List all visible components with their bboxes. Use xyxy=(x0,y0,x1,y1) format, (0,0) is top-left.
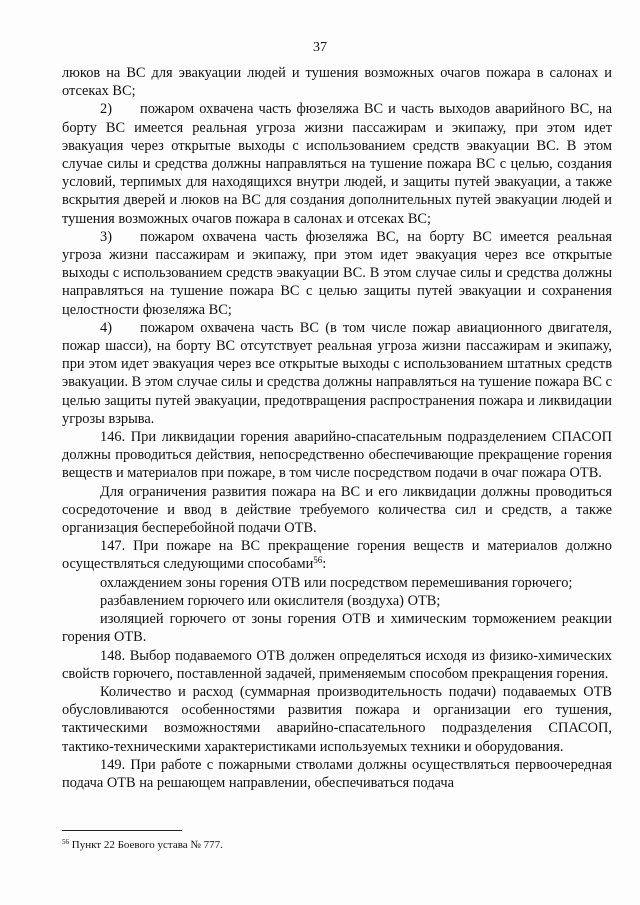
paragraph-text: пожаром охвачена часть фюзеляжа ВС, на борту ВС имеется реальная угроза жизни пассажирам и экипажу, при этом идет эвакуация через все открытые выходы с использованием средств эвакуации ВС. В этом случае силы и средства должны направляться на тушение пожара ВС с целью защиты путей эвакуации и сохранения целостности фюзеляжа ВС; xyxy=(62,228,612,318)
document-body xyxy=(62,64,612,792)
paragraph xyxy=(62,319,612,428)
footnote xyxy=(62,838,223,852)
paragraph xyxy=(62,428,612,483)
paragraph xyxy=(62,64,612,100)
paragraph-text: 148. Выбор подаваемого ОТВ должен определяться исходя из физико-химических свойств горючего, поставленной задачей, применяемым способом прекращения горения. xyxy=(62,647,612,682)
list-item-number: 3) xyxy=(100,228,112,245)
footnote-text: Пункт 22 Боевого устава № 777. xyxy=(69,839,223,851)
paragraph xyxy=(62,483,612,538)
paragraph xyxy=(62,537,612,573)
paragraph-text: Количество и расход (суммарная производительность подачи) подаваемых ОТВ обусловливаются особенностями развития пожара и организации его тушения, тактическими возможностями аварийно-спасательного подразделения СПАСОП, тактико-техническими характеристиками используемых техники и оборудования. xyxy=(62,683,612,755)
footnote-reference: 56 xyxy=(313,555,323,566)
paragraph xyxy=(62,683,612,756)
paragraph-text: пожаром охвачена часть фюзеляжа ВС и часть выходов аварийного ВС, на борту ВС имеется реальная угроза жизни пассажирам и экипажу, при этом идет эвакуация через открытые выходы с использованием средств эвакуации ВС. В этом случае силы и средства должны направляться на тушение пожара ВС с целью, создания условий, терпимых для находящихся внутри людей, и защиты путей эвакуации, а также вскрытия дверей и люков на ВС для создания дополнительных путей эвакуации людей и тушения возможных очагов пожара в салонах и отсеках ВС; xyxy=(62,101,612,227)
list-item-number: 4) xyxy=(100,319,112,336)
paragraph xyxy=(62,574,612,592)
paragraph-text: 147. При пожаре на ВС прекращение горения веществ и материалов должно осуществляться следующими способами xyxy=(62,538,612,573)
paragraph-text-suffix: : xyxy=(322,556,327,573)
paragraph-text: изоляцией горючего от зоны горения ОТВ и химическим торможением реакции горения ОТВ. xyxy=(62,611,612,646)
footnote-separator xyxy=(62,830,182,831)
paragraph-text: люков на ВС для эвакуации людей и тушения возможных очагов пожара в салонах и отсеках ВС; xyxy=(62,65,612,100)
paragraph xyxy=(62,228,612,319)
paragraph xyxy=(62,647,612,683)
paragraph-text: разбавлением горючего или окислителя (воздуха) ОТВ; xyxy=(100,592,441,609)
paragraph xyxy=(62,756,612,792)
paragraph-text: пожаром охвачена часть ВС (в том числе пожар авиационного двигателя, пожар шасси), на борту ВС отсутствует реальная угроза жизни пассажирам и экипажу, при этом идет эвакуация через все открытые выходы с использованием штатных средств эвакуации. В этом случае силы и средства должны направляться на тушение пожара ВС с целью защиты путей эвакуации, предотвращения распространения пожара и ликвидации угрозы взрыва. xyxy=(62,319,612,427)
paragraph-text: 149. При работе с пожарными стволами должны осуществляться первоочередная подача ОТВ на решающем направлении, обеспечиваться подача xyxy=(62,756,612,791)
paragraph-text: охлаждением зоны горения ОТВ или посредством перемешивания горючего; xyxy=(100,574,573,591)
paragraph xyxy=(62,100,612,227)
paragraph xyxy=(62,592,612,610)
footnote-mark: 56 xyxy=(62,838,69,846)
paragraph-text: Для ограничения развития пожара на ВС и его ликвидации должны проводиться сосредоточение и ввод в действие требуемого количества сил и средств, а также организация бесперебойной подачи ОТВ. xyxy=(62,483,612,537)
page-number: 37 xyxy=(313,40,327,55)
paragraph xyxy=(62,610,612,646)
list-item-number: 2) xyxy=(100,101,112,118)
paragraph-text: 146. При ликвидации горения аварийно-спасательным подразделением СПАСОП должны проводиться действия, непосредственно обеспечивающие прекращение горения веществ и материалов при пожаре, в том числе посредством подачи в очаг пожара ОТВ. xyxy=(62,429,612,482)
